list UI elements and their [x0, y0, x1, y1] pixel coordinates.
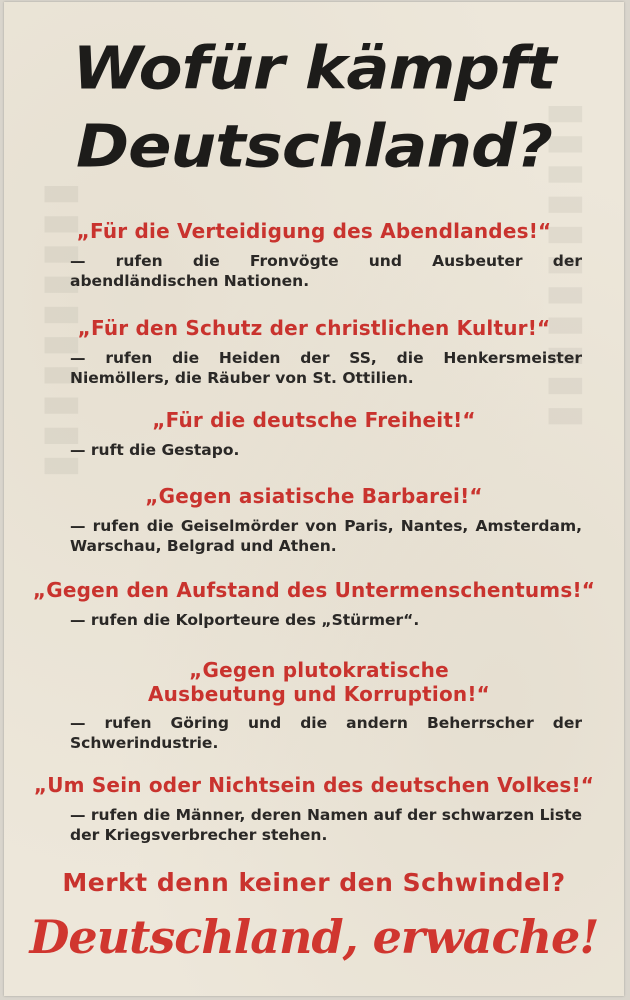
- slogan-4: „Gegen asiatische Barbarei!“: [145, 484, 483, 508]
- response-5: — rufen die Kolporteure des „Stürmer“.: [70, 611, 420, 629]
- closing-slogan: Deutschland, erwache!: [29, 910, 599, 964]
- title-line-2: Deutschland?: [76, 112, 552, 182]
- slogan-1: „Für die Verteidigung des Abendlandes!“: [76, 219, 552, 243]
- slogan-5: „Gegen den Aufstand des Untermenschentums!“: [32, 578, 596, 602]
- slogan-3: „Für die deutsche Freiheit!“: [152, 408, 476, 432]
- title-line-1: Wofür kämpft: [72, 34, 556, 104]
- show-through-text-left: ▮▮▮▮▮▮▮▮▮▮: [39, 182, 90, 485]
- response-4: — rufen die Geiselmörder von Paris, Nantes, Amsterdam, Warschau, Belgrad und Athen.: [70, 517, 582, 555]
- leaflet-sheet: [4, 2, 624, 996]
- response-2: — rufen die Heiden der SS, die Henkersmeister Niemöllers, die Räuber von St. Ottilien.: [70, 349, 582, 387]
- show-through-text-right: ▮▮▮▮▮▮▮▮▮▮▮: [543, 102, 594, 435]
- response-7: — rufen die Männer, deren Namen auf der schwarzen Liste der Kriegsverbrecher stehen.: [70, 806, 582, 844]
- slogan-7: „Um Sein oder Nichtsein des deutschen Volkes!“: [33, 773, 595, 797]
- response-3: — ruft die Gestapo.: [70, 441, 240, 459]
- response-1: — rufen die Fronvögte und Ausbeuter der abendländischen Nationen.: [70, 252, 582, 290]
- response-6: — rufen Göring und die andern Beherrscher der Schwerindustrie.: [70, 714, 582, 752]
- slogan-6: „Gegen plutokratische Ausbeutung und Korruption!“: [147, 658, 491, 706]
- slogan-2: „Für den Schutz der christlichen Kultur!“: [77, 316, 551, 340]
- question-line: Merkt denn keiner den Schwindel?: [62, 868, 566, 897]
